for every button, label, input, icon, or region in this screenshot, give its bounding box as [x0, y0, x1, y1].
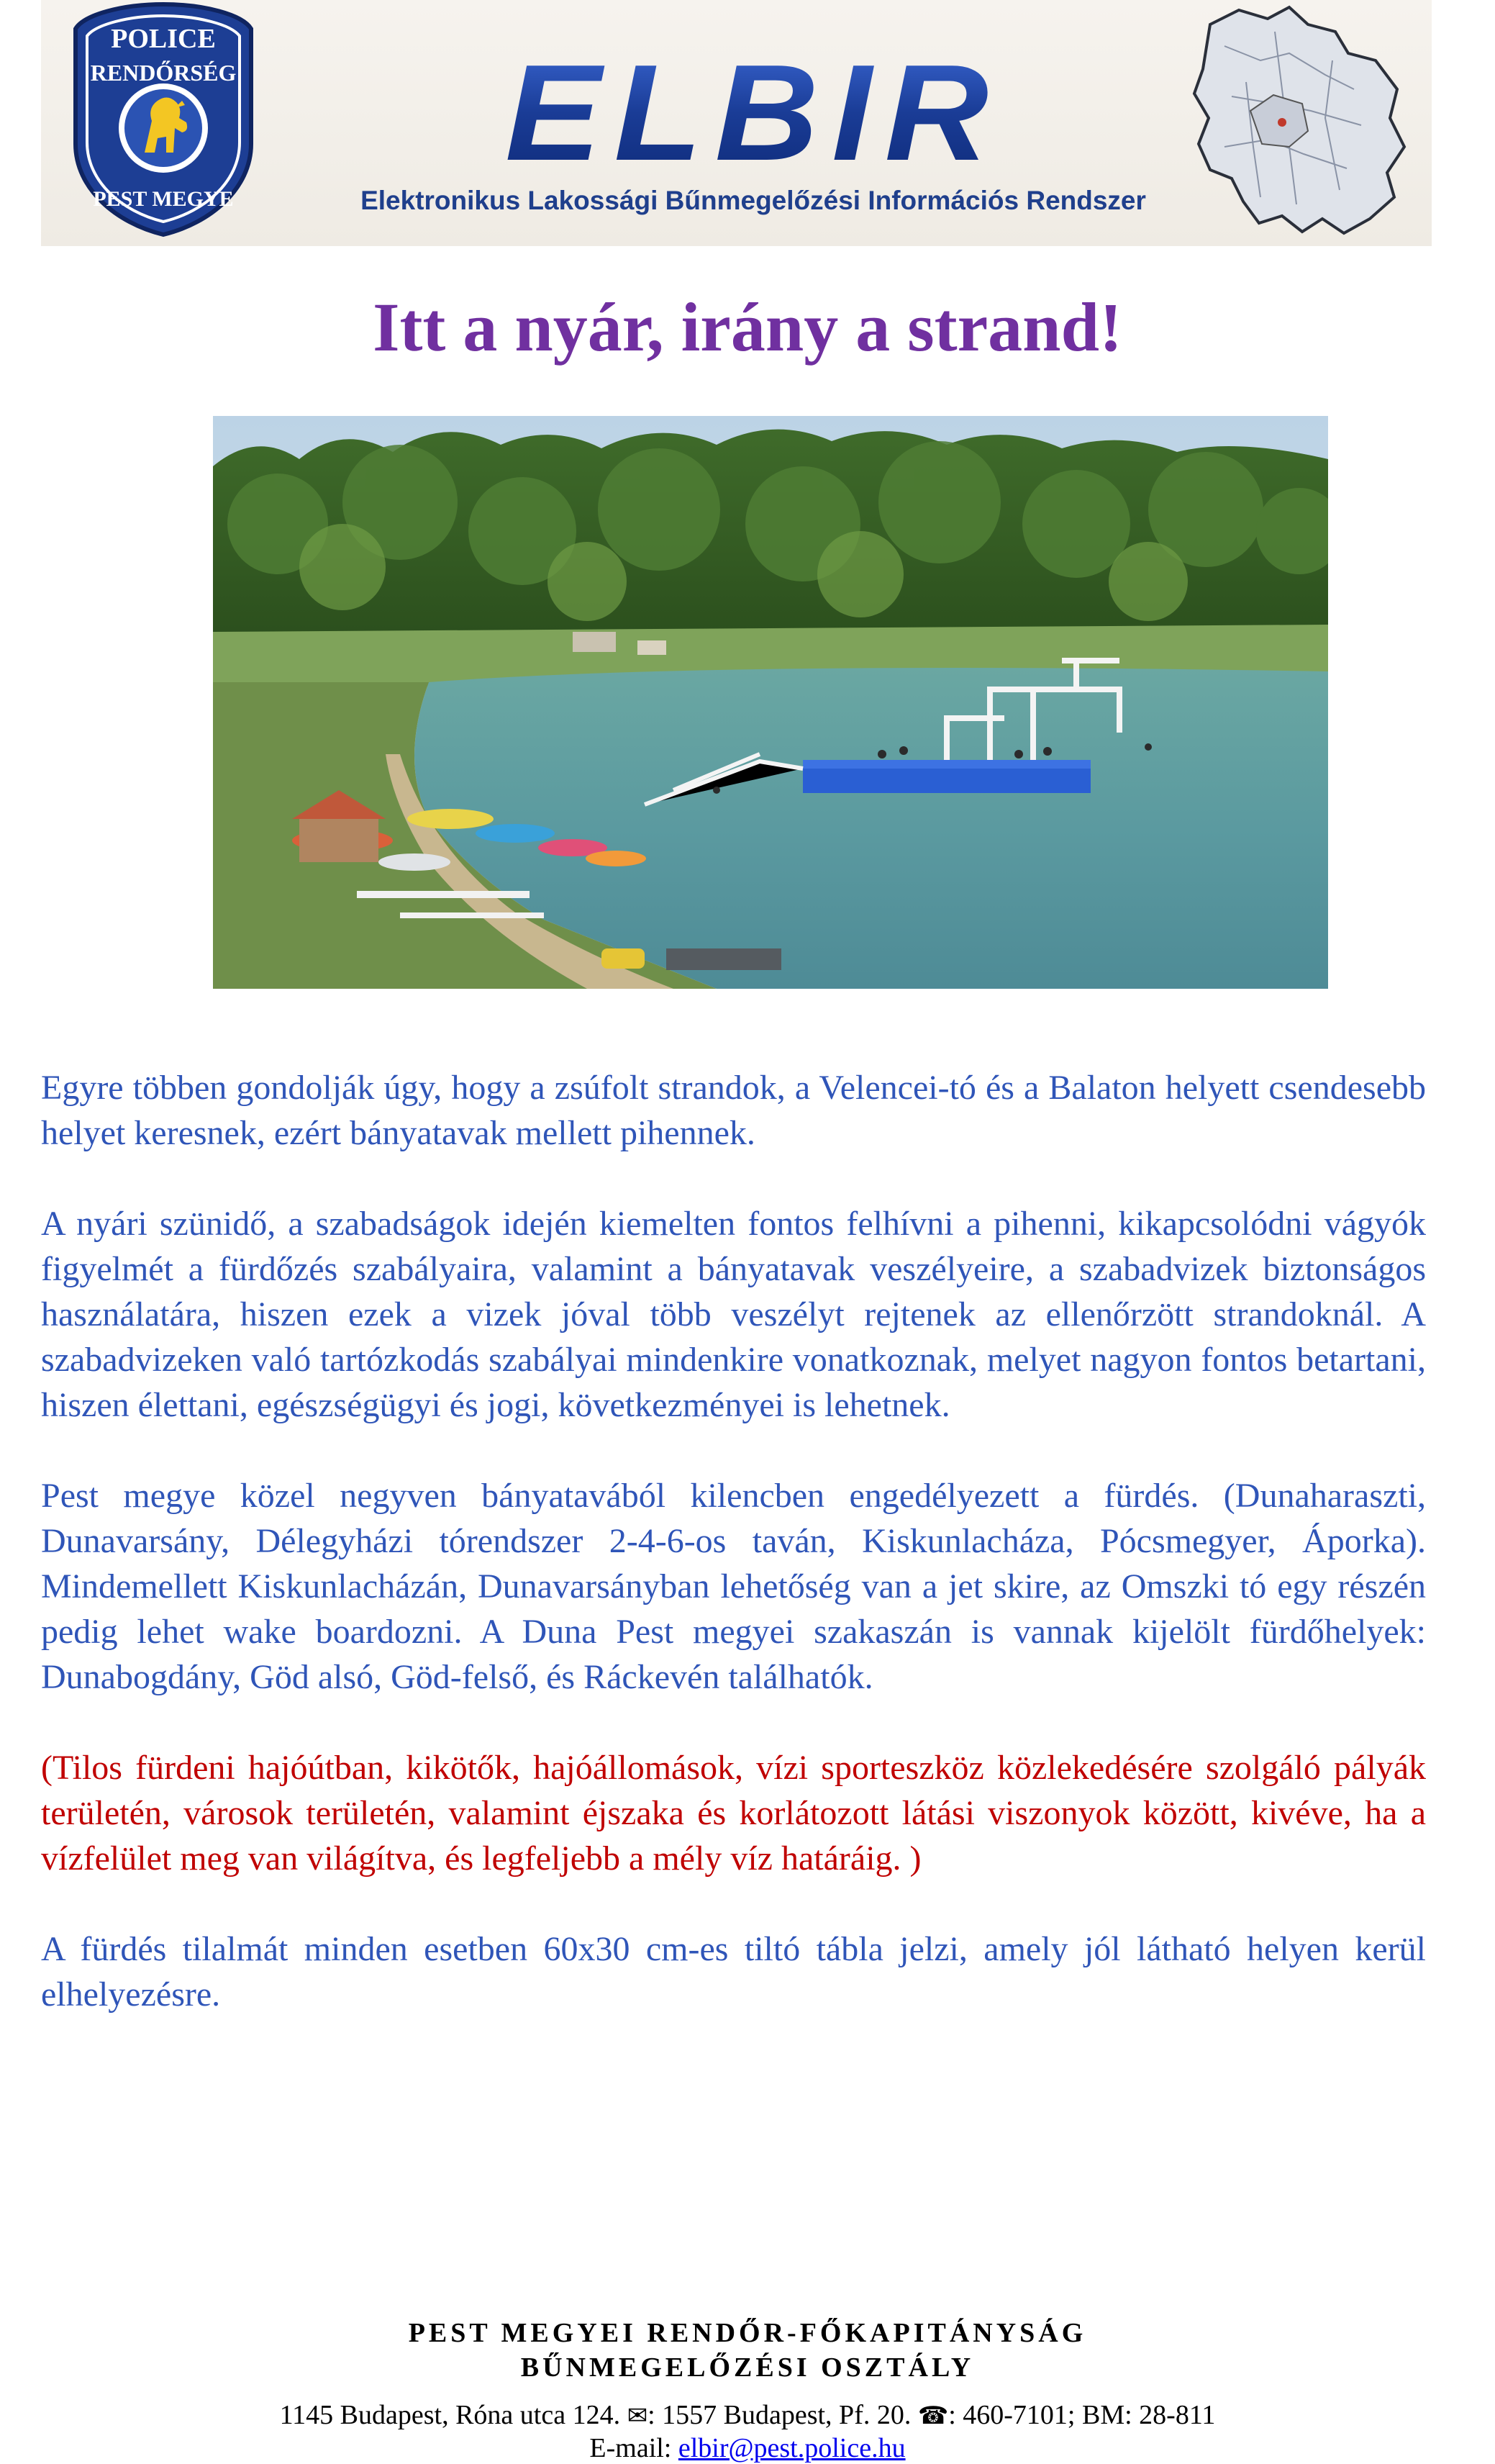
badge-text-top: POLICE	[111, 24, 216, 54]
footer-address: 1145 Budapest, Róna utca 124.	[279, 2400, 621, 2430]
envelope-icon: ✉	[627, 2401, 648, 2430]
page-title: Itt a nyár, irány a strand!	[373, 289, 1122, 366]
paragraph-prohibitions: (Tilos fürdeni hajóútban, kikötők, hajóállomások, vízi sporteszköz közlekedésére szolgáló pályák területén, városok területén, valamint éjszaka és korlátozott látási viszonyok között, kivéve, ha a vízfelület meg van világítva, és legfeljebb a mély víz határáig. )	[41, 1749, 1426, 1878]
police-badge-logo	[67, 0, 260, 237]
footer-address-line	[0, 2399, 1495, 2431]
lake-beach-photo	[213, 416, 1328, 989]
paragraph-signage: A fürdés tilalmát minden esetben 60x30 cm-es tiltó tábla jelzi, amely jól látható helyen kerül elhelyezésre.	[41, 1930, 1426, 2014]
elbir-logo-text: ELBIR	[505, 50, 1001, 180]
paragraph-locations: Pest megye közel negyven bányatavából kilencben engedélyezett a fürdés. (Dunaharaszti, Dunavarsány, Délegyházi tórendszer 2-4-6-os taván, Kiskunlacháza, Pócsmegyer, Áporka). Mindemellett Kiskunlacházán, Dunavarsányban lehetőség van a jet skire, az Omszki tó egy részén pedig lehet wake boardozni. A Duna Pest megyei szakaszán is vannak kijelölt fürdőhelyek: Dunabogdány, Göd alsó, Göd-felső, és Ráckevén találhatók.	[41, 1477, 1426, 1696]
paragraph-rules: A nyári szünidő, a szabadságok idején kiemelten fontos felhívni a pihenni, kikapcsolódni vágyók figyelmét a fürdőzés szabályaira, valamint a bányatavak veszélyeire, a szabadvizek biztonságos használatára, hiszen ezek a vizek jóval több veszélyt rejtenek az ellenőrzött strandoknál. A szabadvizeken való tartózkodás szabályai mindenkire vonatkoznak, melyet nagyon fontos betartani, hiszen élettani, egészségügyi és jogi, következményei is lehetnek.	[41, 1205, 1426, 1424]
badge-text-bottom: PEST MEGYE	[93, 187, 234, 211]
footer-org-name: PEST MEGYEI RENDŐR-FŐKAPITÁNYSÁG	[408, 2318, 1087, 2348]
pest-county-map	[1181, 3, 1412, 240]
footer-phone: : 460-7101; BM: 28-811	[948, 2400, 1216, 2430]
footer-email-link[interactable]: elbir@pest.police.hu	[678, 2433, 906, 2463]
elbir-logo	[350, 50, 1156, 180]
telephone-icon: ☎	[917, 2401, 949, 2430]
footer-email-line	[0, 2432, 1495, 2464]
badge-text-mid: RENDŐRSÉG	[90, 60, 237, 86]
footer-org-department: BŰNMEGELŐZÉSI OSZTÁLY	[520, 2352, 975, 2383]
paragraph-intro: Egyre többen gondolják úgy, hogy a zsúfolt strandok, a Velencei-tó és a Balaton helyett csendesebb helyet keresnek, ezért bányatavak mellett pihennek.	[41, 1069, 1426, 1152]
footer-email-label: E-mail:	[589, 2433, 672, 2463]
header-banner	[41, 0, 1432, 246]
article-body	[41, 1065, 1426, 2062]
banner-subtitle: Elektronikus Lakossági Bűnmegelőzési Információs Rendszer	[360, 186, 1146, 215]
footer-mail: : 1557 Budapest, Pf. 20.	[647, 2400, 912, 2430]
